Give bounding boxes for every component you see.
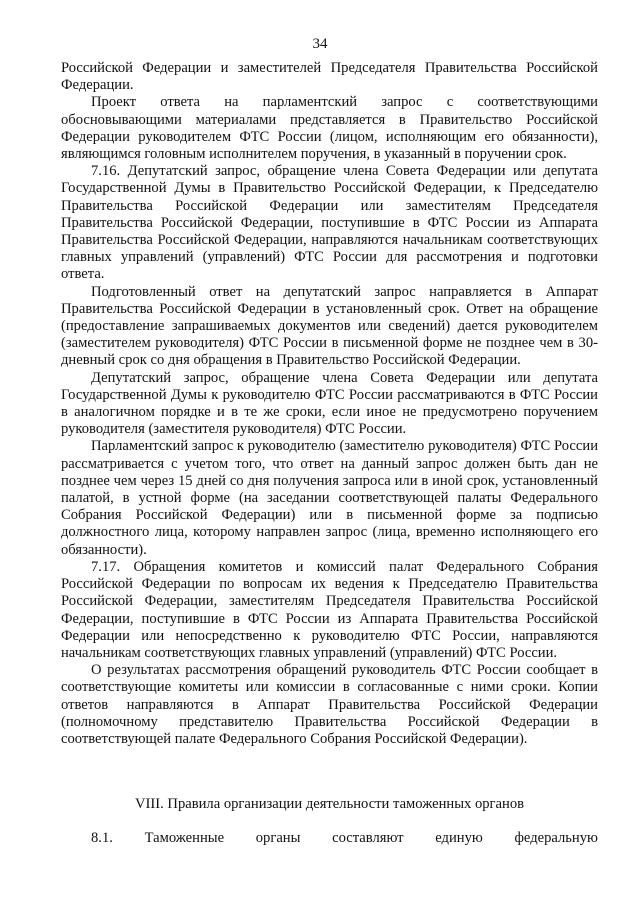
- paragraph-7-16: 7.16. Депутатский запрос, обращение члена Совета Федерации или депутата Государственной Думы в Правительство Российской Федерации, к Председателю Правительства Российской Федерации или заместителям Председателя Правительства Российской Федерации, поступившие в ФТС России из Аппарата Правительства Российской Федерации, направляются начальникам соответствующих главных управлений (управлений) ФТС России для рассмотрения и подготовки ответа.: [61, 163, 598, 283]
- section-8-1-word: федеральную: [514, 830, 598, 846]
- paragraph-continuation: Российской Федерации и заместителей Председателя Правительства Российской Федерации.: [61, 60, 598, 94]
- section-8-1-line: [91, 830, 598, 847]
- section-heading: VIII. Правила организации деятельности таможенных органов: [134, 796, 525, 812]
- paragraph-7-17: 7.17. Обращения комитетов и комиссий палат Федерального Собрания Российской Федерации по вопросам их ведения к Председателю Правительства Российской Федерации, заместителям Председателя Правительства Российской Федерации, поступившие в ФТС России из Аппарата Правительства Российской Федерации или непосредственно к руководителю ФТС России, направляются начальникам соответствующих главных управлений (управлений) ФТС России.: [61, 558, 598, 661]
- page-number: 34: [312, 36, 328, 52]
- paragraph-results: О результатах рассмотрения обращений руководитель ФТС России сообщает в соответствующие комитеты или комиссии в согласованные с ними сроки. Копии ответов направляются в Аппарат Правительства Российской Федерации (полномочному представителю Правительства Российской Федерации в соответствующей палате Федерального Собрания Российской Федерации).: [61, 662, 598, 747]
- section-8-1-word: единую: [435, 830, 483, 846]
- section-8-1-word: Таможенные: [144, 830, 225, 846]
- paragraph-prepared-answer: Подготовленный ответ на депутатский запрос направляется в Аппарат Правительства Российской Федерации в установленный срок. Ответ на обращение (предоставление запрашиваемых документов или сведений) дается руководителем (заместителем руководителя) ФТС России в письменной форме не позднее чем в 30-дневный срок со дня обращения в Правительство Российской Федерации.: [61, 283, 598, 369]
- section-8-1-word: органы: [255, 830, 301, 846]
- paragraph-parliamentary-request: Парламентский запрос к руководителю (заместителю руководителя) ФТС России рассматривается с учетом того, что ответ на данный запрос должен быть дан не позднее чем через 15 дней со дня получения запроса или в иной срок, установленный палатой, в устной форме (на заседании соответствующей палаты Федерального Собрания Российской Федерации) или в письменной форме за подписью должностного лица, которому направлен запрос (лица, временно исполняющего его обязанности).: [61, 438, 598, 558]
- paragraph-draft-answer: Проект ответа на парламентский запрос с соответствующими обосновывающими материалами представляется в Правительство Российской Федерации руководителем ФТС России (лицом, исполняющим его обязанности), являющимся головным исполнителем поручения, в указанный в поручении срок.: [61, 94, 598, 163]
- body-text: [61, 60, 598, 748]
- paragraph-deputy-request: Депутатский запрос, обращение члена Совета Федерации или депутата Государственной Думы к руководителю ФТС России рассматриваются в ФТС России в аналогичном порядке и в те же сроки, если иное не предусмотрено поручением руководителя (заместителя руководителя) ФТС России.: [61, 369, 598, 438]
- section-8-1-word: составляют: [332, 830, 404, 846]
- section-8-1-number: 8.1.: [91, 830, 113, 846]
